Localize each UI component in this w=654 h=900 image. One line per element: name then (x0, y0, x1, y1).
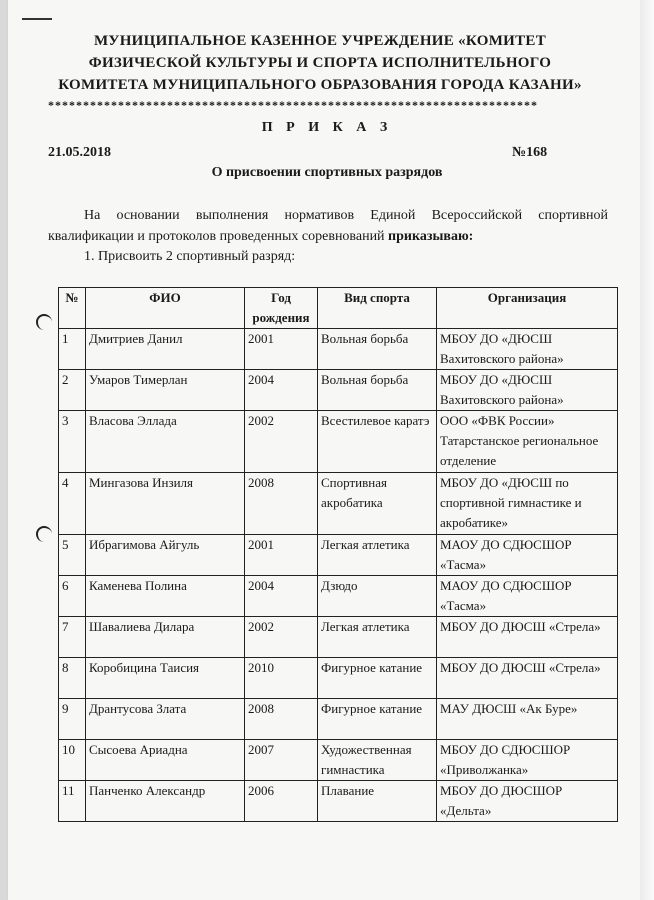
header-name: ФИО (86, 288, 245, 329)
table-row (59, 576, 618, 617)
document-date: 21.05.2018 (48, 145, 111, 160)
header-org: Организация (437, 288, 618, 329)
cell-name: Сысоева Ариадна (86, 740, 245, 781)
table-row (59, 781, 618, 822)
cell-num: 9 (59, 699, 86, 740)
header-sport: Вид спорта (318, 288, 437, 329)
punch-hole-icon (36, 526, 52, 542)
cell-org: МБОУ ДО ДЮСШОР «Дельта» (437, 781, 618, 822)
scan-mark (22, 18, 52, 20)
cell-sport: Всестилевое каратэ (318, 411, 437, 473)
cell-year: 2001 (245, 329, 318, 370)
cell-name: Мингазова Инзиля (86, 473, 245, 535)
header-line: КОМИТЕТА МУНИЦИПАЛЬНОГО ОБРАЗОВАНИЯ ГОРОДА КАЗАНИ» (58, 77, 582, 93)
table-row (59, 473, 618, 535)
cell-org: ООО «ФВК России» Татарстанское региональное отделение (437, 411, 618, 473)
table-row (59, 535, 618, 576)
cell-sport: Дзюдо (318, 576, 437, 617)
preamble-bold: приказываю: (388, 229, 474, 244)
cell-num: 7 (59, 617, 86, 658)
separator-line: ********************************************************************** (48, 98, 538, 112)
cell-sport: Плавание (318, 781, 437, 822)
cell-year: 2002 (245, 617, 318, 658)
cell-name: Коробицина Таисия (86, 658, 245, 699)
table-row (59, 740, 618, 781)
cell-org: МАОУ ДО СДЮСШОР «Тасма» (437, 576, 618, 617)
table-row (59, 411, 618, 473)
cell-sport: Легкая атлетика (318, 617, 437, 658)
document-title: П Р И К А З (261, 120, 393, 135)
cell-sport: Вольная борьба (318, 370, 437, 411)
cell-num: 8 (59, 658, 86, 699)
cell-year: 2007 (245, 740, 318, 781)
table-header-row (59, 288, 618, 329)
cell-name: Каменева Полина (86, 576, 245, 617)
cell-org: МБОУ ДО «ДЮСШ Вахитовского района» (437, 329, 618, 370)
cell-num: 2 (59, 370, 86, 411)
preamble-text: На основании выполнения нормативов Единой Всероссийской спортивной квалификации и протоколов проведенных соревнований (48, 208, 608, 244)
table-row (59, 658, 618, 699)
header-year-line2: рождения (252, 310, 310, 325)
cell-name: Панченко Александр (86, 781, 245, 822)
cell-num: 1 (59, 329, 86, 370)
document-subject: О присвоении спортивных разрядов (211, 165, 443, 180)
organization-header (40, 30, 600, 96)
cell-year: 2001 (245, 535, 318, 576)
cell-sport: Спортивная акробатика (318, 473, 437, 535)
cell-org: МАОУ ДО СДЮСШОР «Тасма» (437, 535, 618, 576)
cell-name: Ибрагимова Айгуль (86, 535, 245, 576)
table-row (59, 370, 618, 411)
cell-org: МБОУ ДО ДЮСШ «Стрела» (437, 617, 618, 658)
header-line: МУНИЦИПАЛЬНОЕ КАЗЕННОЕ УЧРЕЖДЕНИЕ «КОМИТЕТ (93, 33, 547, 49)
cell-year: 2010 (245, 658, 318, 699)
table-row (59, 329, 618, 370)
cell-year: 2004 (245, 576, 318, 617)
order-item: 1. Присвоить 2 спортивный разряд: (84, 249, 296, 264)
cell-org: МАУ ДЮСШ «Ак Буре» (437, 699, 618, 740)
cell-name: Власова Эллада (86, 411, 245, 473)
cell-name: Шавалиева Дилара (86, 617, 245, 658)
cell-num: 4 (59, 473, 86, 535)
cell-year: 2002 (245, 411, 318, 473)
document-number: №168 (512, 145, 548, 160)
cell-year: 2008 (245, 699, 318, 740)
cell-name: Умаров Тимерлан (86, 370, 245, 411)
header-year-line1: Год (271, 290, 291, 305)
preamble-paragraph (48, 205, 608, 247)
cell-org: МБОУ ДО «ДЮСШ по спортивной гимнастике и акробатике» (437, 473, 618, 535)
table-row (59, 617, 618, 658)
cell-org: МБОУ ДО «ДЮСШ Вахитовского района» (437, 370, 618, 411)
cell-num: 10 (59, 740, 86, 781)
cell-sport: Фигурное катание (318, 658, 437, 699)
cell-name: Дмитриев Данил (86, 329, 245, 370)
header-line: ФИЗИЧЕСКОЙ КУЛЬТУРЫ И СПОРТА ИСПОЛНИТЕЛЬНОГО (88, 55, 552, 71)
cell-num: 11 (59, 781, 86, 822)
cell-name: Дрантусова Злата (86, 699, 245, 740)
cell-org: МБОУ ДО СДЮСШОР «Приволжанка» (437, 740, 618, 781)
cell-sport: Вольная борьба (318, 329, 437, 370)
cell-num: 6 (59, 576, 86, 617)
table-row (59, 699, 618, 740)
cell-year: 2004 (245, 370, 318, 411)
punch-hole-icon (36, 314, 52, 330)
awards-table (58, 287, 618, 822)
cell-num: 3 (59, 411, 86, 473)
cell-org: МБОУ ДО ДЮСШ «Стрела» (437, 658, 618, 699)
cell-num: 5 (59, 535, 86, 576)
cell-year: 2008 (245, 473, 318, 535)
header-num: № (59, 288, 86, 329)
cell-sport: Легкая атлетика (318, 535, 437, 576)
cell-sport: Фигурное катание (318, 699, 437, 740)
cell-year: 2006 (245, 781, 318, 822)
header-year (245, 288, 318, 329)
cell-sport: Художественная гимнастика (318, 740, 437, 781)
